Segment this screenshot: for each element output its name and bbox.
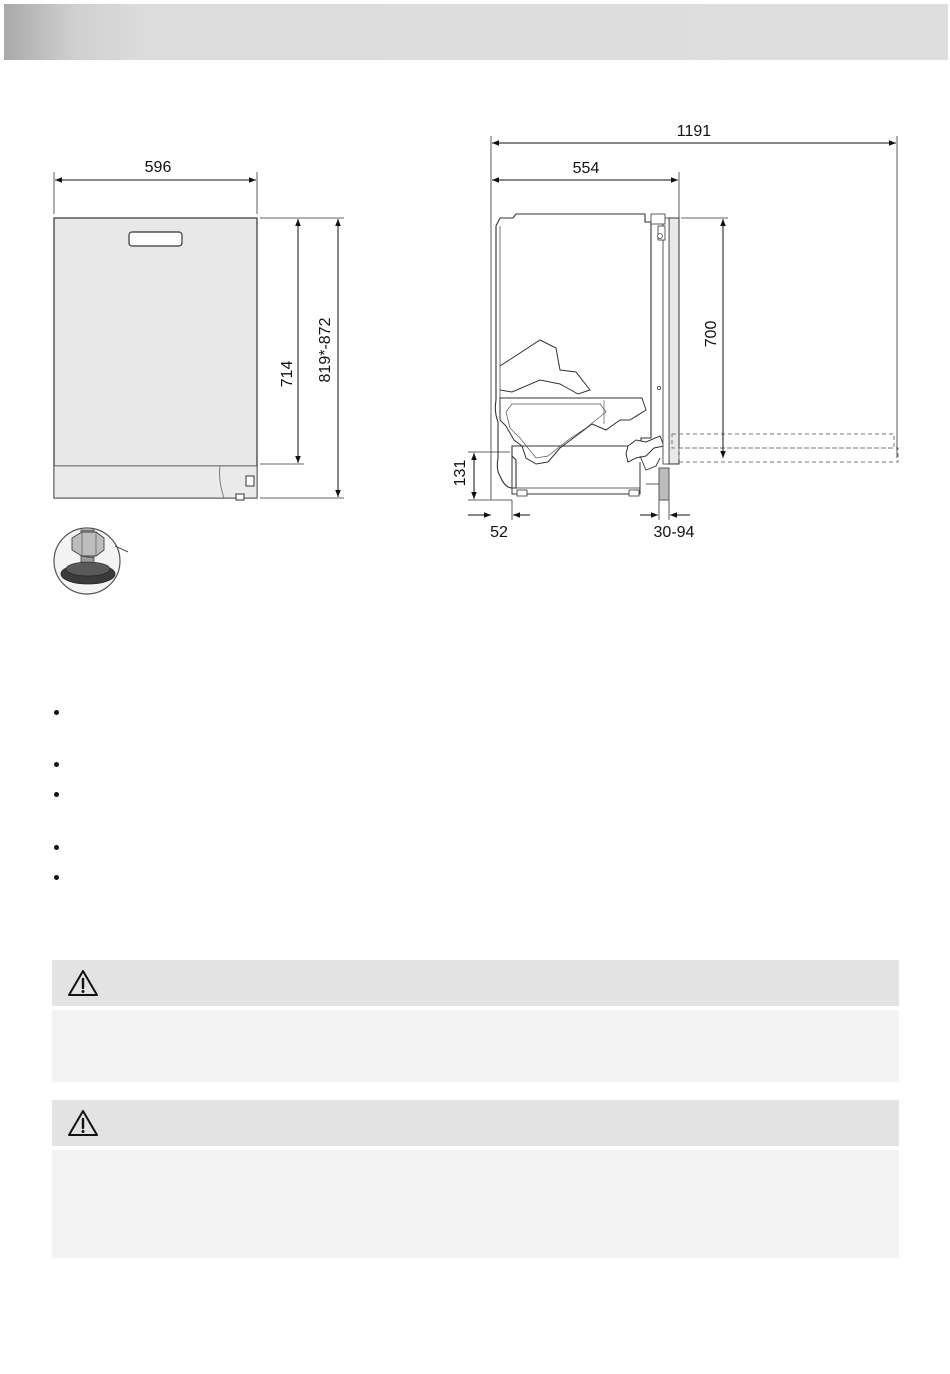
side-plinth-height-label: 131 (452, 459, 469, 487)
list-item (52, 760, 62, 770)
list-item (52, 843, 62, 853)
side-total-depth-label: 1191 (676, 123, 712, 140)
side-door-offset-dimension (640, 500, 690, 520)
side-back-offset-label: 52 (490, 524, 508, 541)
side-view-dishwasher (495, 214, 898, 500)
list-item (52, 708, 62, 718)
side-depth-label: 554 (572, 160, 600, 177)
side-door-offset-label: 30-94 (653, 524, 695, 541)
warning-header (52, 960, 899, 1006)
front-width-dimension (54, 172, 257, 214)
side-back-offset-dimension (468, 500, 530, 520)
front-height-dimension (260, 218, 304, 464)
list-item (52, 873, 62, 883)
side-depth-dimension (492, 172, 679, 218)
front-total-height-label: 819*-872 (317, 317, 334, 383)
list-item (52, 790, 62, 800)
front-view-dishwasher (54, 218, 257, 500)
warning-triangle-icon (66, 968, 100, 998)
adjustable-foot-detail (54, 528, 128, 594)
warning-body (52, 1150, 899, 1258)
warning-triangle-icon (66, 1108, 100, 1138)
warning-header (52, 1100, 899, 1146)
side-door-height-label: 700 (703, 320, 720, 348)
front-width-label: 596 (144, 159, 172, 176)
warning-body (52, 1010, 899, 1082)
front-height-label: 714 (279, 360, 296, 388)
